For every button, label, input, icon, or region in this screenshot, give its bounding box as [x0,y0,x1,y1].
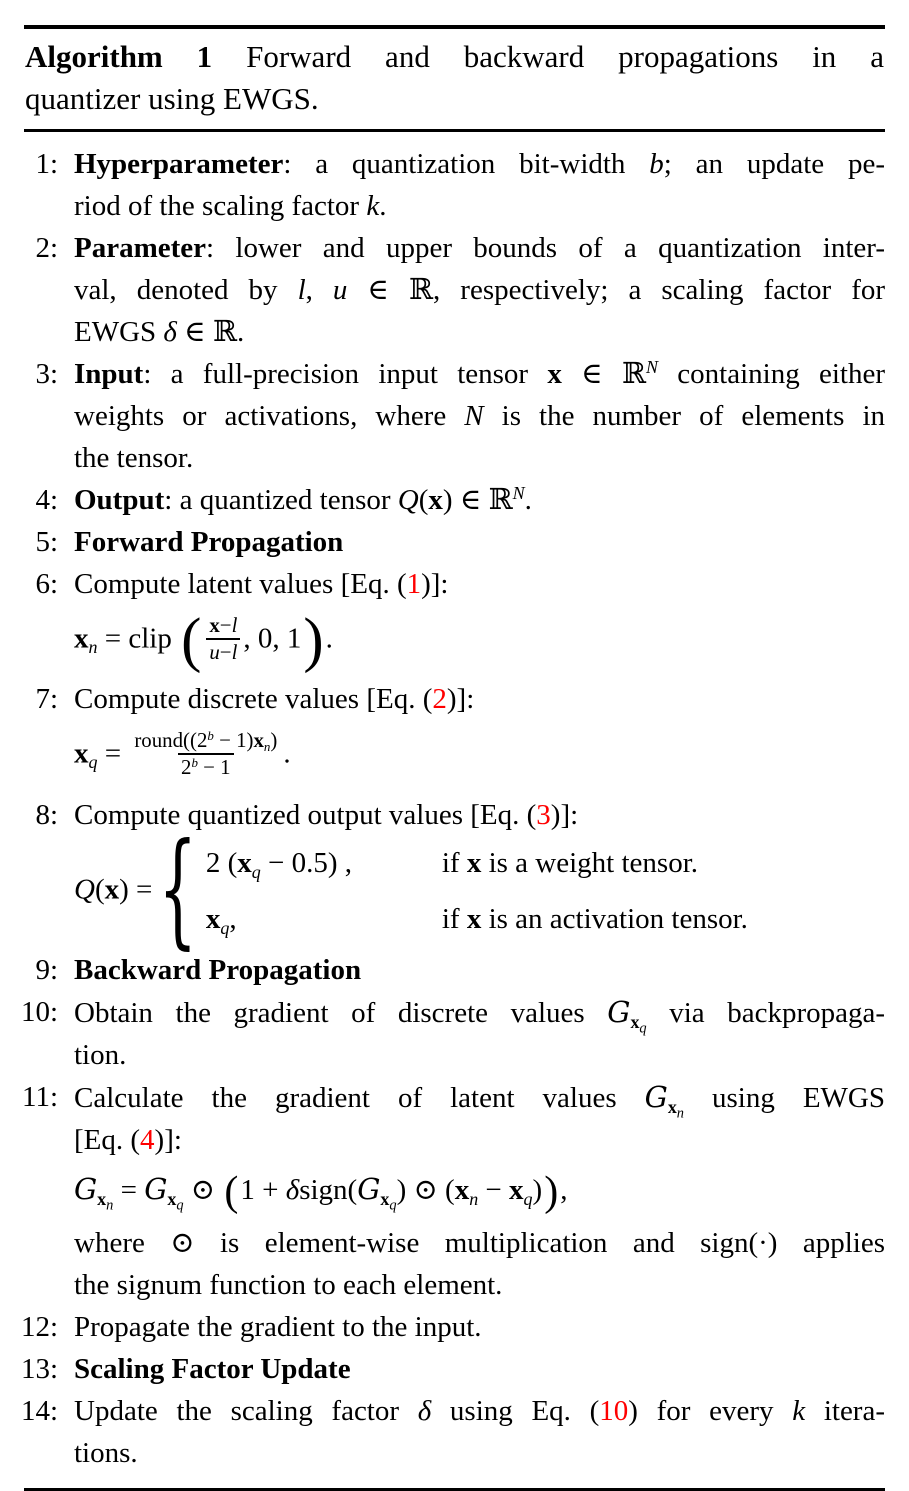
text-run: : a quantized tensor [164,484,398,516]
text-run: )]: [446,683,475,716]
text-run: , [560,1174,568,1207]
text-run: x [509,1174,524,1207]
text-run: b [649,148,664,180]
text-row [25,36,884,78]
text-run: q [88,752,98,773]
text-run: Propagate the gradient to the input. [74,1310,482,1343]
text-row [74,269,885,311]
text-run: ( [418,484,429,516]
text-row [74,1432,885,1474]
case-condition [442,902,748,937]
text-run: itera- [805,1394,885,1427]
line-number: 11: [22,1081,58,1114]
text-run: val, denoted by [74,274,298,306]
text-run: q [251,861,261,882]
line-body [74,991,885,1076]
subscript [167,1188,184,1214]
text-run: x [104,872,120,905]
text-run: , [305,274,333,306]
text-run: 2 ( [205,846,238,879]
algorithm-line-10 [20,991,885,1076]
line-body [74,521,885,563]
subscript [176,1197,183,1213]
equation-reference: 4 [140,1124,155,1157]
subscript [524,1189,533,1209]
algorithm-line-11 [24,1076,885,1306]
script-g-symbol: G [144,1172,168,1207]
line-number: 14: [20,1394,58,1427]
algorithm-line-3 [24,353,885,479]
line-body [74,1390,885,1474]
text-run: ⊙ [183,1174,223,1207]
text-run: x [205,903,221,936]
text-run: = [97,737,129,770]
text-run: − 0.5) , [260,846,353,879]
text-run: is a weight tensor. [481,846,699,879]
line-number: 10: [20,996,58,1029]
equation-row: $Gx_n = Gx_q$ ⊙ ($1 + \delta sign(Gx_q)$ ⊙ (xn − xq)), [74,1169,568,1216]
text-run: Q [397,484,419,516]
line-number: 12: [20,1310,58,1343]
cases-grid [206,846,748,938]
text-run: ∈ ℝ, respectively; a scaling factor for [347,274,886,306]
text-run: ) for every [628,1394,793,1427]
line-body [74,678,885,793]
text-run: x [253,728,264,753]
algorithm-line-6 [24,563,885,678]
text-run: tion. [74,1039,127,1072]
algorithm-line-12 [20,1306,885,1348]
subscript [639,1020,646,1036]
text-run: − [219,639,232,664]
subscript [469,1189,478,1209]
text-row [74,678,885,720]
text-row [74,437,885,479]
text-run: k [366,190,380,222]
text-run: n [263,739,271,755]
fraction [131,728,280,779]
text-run: if [441,846,467,879]
text-run: if [441,903,467,936]
text-run: . [325,622,333,655]
text-run: q [639,1020,647,1037]
line-number: 5: [35,526,58,558]
subscript [389,1197,396,1213]
text-run: using Eq. ( [431,1394,600,1427]
text-row [74,185,885,227]
line-body [74,1076,885,1306]
text-run: weights or activations, where [74,400,465,432]
fraction-numerator [131,728,280,753]
text-run: Compute quantized output values [Eq. ( [74,798,537,831]
line-number: 1: [35,148,58,180]
text-run: where ⊙ is element-wise multiplication and sign(·) applies [74,1226,885,1259]
text-row [74,1034,885,1076]
text-run: Forward Propagation [74,526,344,558]
text-row [74,479,885,521]
text-run: δ [285,1174,300,1207]
text-row [74,1348,885,1390]
text-run: Output [74,484,165,516]
text-run: δ [417,1394,432,1427]
text-run: )]: [421,568,449,600]
script-g-symbol: G [357,1172,381,1207]
text-run: l [231,639,238,664]
algorithm-line-4 [24,479,885,521]
text-run: n [88,637,98,658]
text-row [74,563,885,605]
text-run: [Eq. ( [74,1124,141,1157]
subscript [630,1011,647,1037]
text-run: Compute discrete values [Eq. ( [74,683,433,716]
text-run: Hyperparameter [74,148,284,180]
text-run: q [389,1197,397,1214]
text-run: x [74,737,89,770]
text-run: )]: [550,798,579,831]
subscript [252,861,261,881]
text-run: ( [94,872,105,905]
line-body [74,1306,885,1348]
text-run: − [478,1174,510,1207]
text-row [74,1390,885,1432]
text-run: x [209,613,220,637]
algorithm-line-7 [24,678,885,793]
subscript [667,1096,684,1122]
text-run: ∈ ℝ. [176,316,245,348]
fraction-denominator [206,638,240,665]
text-run: x [74,622,89,655]
text-run: n [106,1197,114,1214]
equation-row: xn = clip ( $\frac{x-l}{u-l}$ , 0, 1). [74,606,333,674]
text-run: n [676,1105,684,1122]
subscript [220,918,229,938]
text-run: : a full-precision input tensor [143,358,548,390]
text-run: ) ⊙ ( [396,1174,455,1207]
text-run: x [466,903,482,936]
text-run: ) [532,1174,543,1207]
text-run: ; an update pe- [663,148,885,180]
case-expression [206,902,442,937]
text-run: N [646,357,658,378]
text-run: x [428,484,443,516]
text-run: the tensor. [74,442,194,474]
text-run: N [464,400,484,432]
text-run: x [466,846,482,879]
text-run: is an activation tensor. [481,903,748,936]
text-run: δ [163,316,177,348]
text-run: )]: [154,1124,182,1157]
cases-brace: { [158,816,198,963]
equation-reference: 10 [599,1394,629,1427]
line-body [74,143,885,227]
text-row [74,395,885,437]
cases-block [158,816,748,963]
text-run: l [231,613,238,637]
text-run: − [219,613,232,637]
text-run: ) [270,728,278,753]
text-run: b [207,728,214,744]
algorithm-line-14 [20,1390,885,1474]
text-row [74,1076,885,1122]
text-run: riod of the scaling factor [74,190,367,222]
equation-reference: 2 [432,683,447,716]
text-run: round((2 [134,728,208,753]
bottom-rule [24,1488,885,1491]
text-row [74,227,885,269]
superscript [513,483,525,503]
text-run: Parameter [74,232,207,264]
algorithm-line-1 [24,143,885,227]
text-row [74,1222,885,1264]
equation-reference: 3 [536,798,551,831]
superscript [646,357,658,377]
text-run: q [523,1188,533,1209]
fraction [206,613,240,664]
text-run: Forward and backward propagations in a [212,39,884,74]
text-run: . [524,484,532,516]
text-row [25,78,884,120]
script-g-symbol: G [607,995,631,1030]
subscript [380,1188,397,1214]
equation-row [74,816,885,963]
equation-row [74,720,885,793]
line-number: 9: [35,954,58,987]
text-row [74,353,885,395]
text-run: Obtain the gradient of discrete values [74,997,608,1030]
algorithm-caption [24,29,885,129]
line-number: 13: [20,1352,58,1385]
line-body [74,227,885,353]
text-run: − 1 [197,754,231,779]
subscript [97,1188,114,1214]
text-run: tions. [74,1436,138,1469]
text-run: − 1) [213,728,254,753]
algorithm-line-2 [24,227,885,353]
text-run: containing either [658,358,885,390]
text-run: Calculate the gradient of latent values [74,1082,645,1115]
text-run: x [97,1188,107,1209]
algorithm-lines [20,132,886,1488]
text-run: using EWGS [683,1082,885,1115]
text-run: u [332,274,348,306]
text-run: b [191,754,198,770]
text-run: x [167,1188,177,1209]
text-run: q [220,918,230,939]
text-run: . [283,737,291,770]
text-run: 2 [181,754,192,779]
text-run: x [667,1096,677,1117]
text-run: quantizer using EWGS. [25,81,319,116]
line-body [74,563,885,678]
text-run: Q [74,872,95,905]
fraction-numerator [206,613,240,638]
text-row [74,1264,885,1306]
text-run: Compute latent values [Eq. ( [74,568,407,600]
text-run: ) = [119,872,153,905]
text-run: Input [74,358,144,390]
text-run: Backward Propagation [74,954,362,987]
text-run: ∈ ℝ [561,358,646,390]
text-row [74,1119,885,1161]
case-expression [206,846,442,881]
text-run: x [454,1174,470,1207]
text-run: : lower and upper bounds of a quantization inter- [206,232,885,264]
line-body [74,479,885,521]
algorithm-line-13 [20,1348,885,1390]
line-number: 6: [35,568,58,600]
text-run: = clip [97,622,180,655]
text-run: is the number of elements in [483,400,885,432]
text-run: the signum function to each element. [74,1268,503,1301]
text-run: l [297,274,306,306]
algorithm-figure [20,0,886,1491]
text-run: k [792,1394,806,1427]
line-number: 2: [35,232,58,264]
text-row [74,311,885,353]
algorithm-line-9 [24,949,885,991]
line-number: 7: [35,683,58,716]
line-body [74,1348,885,1390]
text-row [74,991,885,1037]
text-row [74,143,885,185]
text-run: via backpropaga- [646,997,885,1030]
text-run: EWGS [74,316,164,348]
text-run: : a quantization bit-width [283,148,650,180]
line-number: 4: [35,484,58,516]
text-run: Scaling Factor Update [74,1352,351,1385]
subscript [677,1105,684,1121]
text-run: q [176,1197,184,1214]
text-run: = [113,1174,145,1207]
text-run: Update the scaling factor [74,1394,418,1427]
line-number: 3: [35,358,58,390]
text-run: sign( [299,1174,358,1207]
case-condition [442,846,748,881]
script-g-symbol: G [74,1172,98,1207]
text-run: . [379,190,387,222]
text-run: x [630,1011,640,1032]
line-body [74,794,885,963]
line-number: 8: [35,798,58,831]
text-run: ) ∈ ℝ [442,484,513,516]
text-run: x [547,358,562,390]
text-row [74,1306,885,1348]
text-run: N [512,483,525,504]
equation-reference: 1 [406,568,422,600]
text-row [74,521,885,563]
text-run: x [380,1188,390,1209]
text-run: x [237,846,252,879]
algorithm-line-5 [24,521,885,563]
algorithm-line-8 [24,794,885,963]
text-run: Algorithm 1 [25,39,213,74]
script-g-symbol: G [644,1080,668,1115]
text-run: n [469,1188,479,1209]
text-run: u [209,639,220,664]
fraction-denominator [178,753,234,780]
line-body [74,353,885,479]
text-run: , [229,903,237,936]
text-run: 1 + [240,1174,286,1207]
text-run: , 0, 1 [243,622,302,655]
